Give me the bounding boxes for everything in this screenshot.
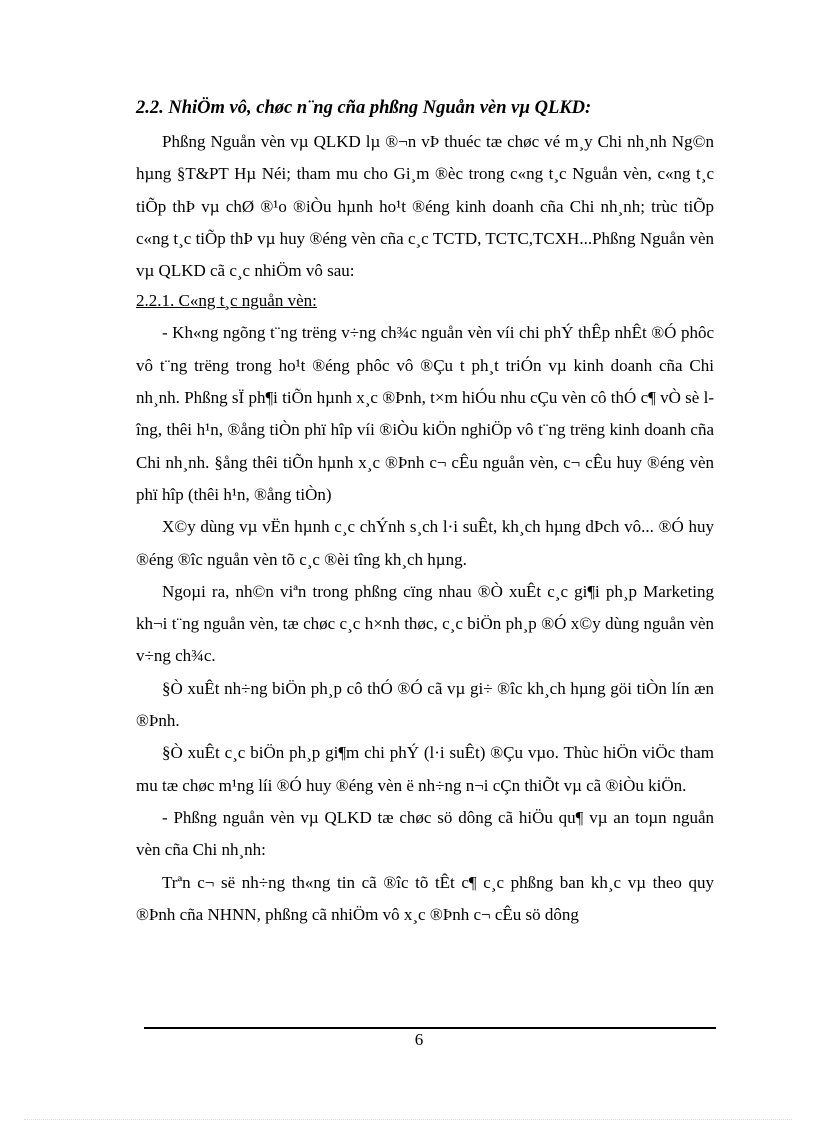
intro-paragraph: Phßng Nguån vèn vµ QLKD lµ ®¬n vÞ thuéc tæ chøc vé m¸y Chi nh¸nh Ng©n hµng §T&PT Hµ Néi; tham mu cho Gi¸m ®èc trong c«ng t¸c Nguån vèn, c«ng t¸c tiÕp thÞ vµ chØ ®¹o ®iÒu hµnh ho¹t ®éng kinh doanh cña Chi nh¸nh; trùc tiÕp c«ng t¸c tiÕp thÞ vµ huy ®éng vèn cña c¸c TCTD, TCTC,TCXH...Phßng Nguån vèn vµ QLKD cã c¸c nhiÖm vô sau: [136,132,714,281]
body-paragraph-1: - Kh«ng ngõng t¨ng trëng v÷ng ch¾c nguån vèn víi chi phÝ thÊp nhÊt ®Ó phôc vô t¨ng trëng trong ho¹t ®éng phôc vô ®Çu t ph¸t triÓn vµ kinh doanh cña Chi nh¸nh. Phßng sÏ ph¶i tiÕn hµnh x¸c ®Þnh, t×m hiÓu nhu cÇu vèn cô thÓ c¶ vÒ sè lîng, thêi h¹n, ®ång tiÒn phï hîp víi ®iÒu kiÖn nghiÖp vô t¨ng trëng kinh doanh cña Chi nh¸nh. §ång thêi tiÕn hµnh x¸c ®Þnh c¬ cÊu nguån vèn, c¬ cÊu huy ®éng vèn phï hîp (thêi h¹n, ®ång tiÒn) [136,323,714,504]
body-paragraph-5: §Ò xuÊt c¸c biÖn ph¸p gi¶m chi phÝ (l·i suÊt) ®Çu vµo. Thùc hiÖn viÖc tham mu tæ chøc m¹ng líi ®Ó huy ®éng vèn ë nh÷ng n¬i cÇn thiÕt vµ cã ®iÒu kiÖn. [136,743,714,795]
page-bottom-border [24,1119,792,1120]
body-paragraph-7: Trªn c¬ së nh÷ng th«ng tin cã ®îc tõ tÊt c¶ c¸c phßng ban kh¸c vµ theo quy ®Þnh cña NHNN, phßng cã nhiÖm vô x¸c ®Þnh c¬ cÊu sö dông [136,872,714,924]
subsection-heading: 2.2.1. C«ng t¸c nguån vèn: [136,291,317,311]
footer-rule [144,1027,716,1029]
page-number: 6 [414,1030,424,1049]
body-paragraph-3: Ngoµi ra, nh©n viªn trong phßng cïng nhau ®Ò xuÊt c¸c gi¶i ph¸p Marketing kh¬i t¨ng nguån vèn, tæ chøc c¸c h×nh thøc, c¸c biÖn ph¸p ®Ó x©y dùng nguån vèn v÷ng ch¾c. [136,581,714,666]
page-content [136,94,714,931]
body-paragraph-6: - Phßng nguån vèn vµ QLKD tæ chøc sö dông cã hiÖu qu¶ vµ an toµn nguån vèn cña Chi nh¸nh: [136,807,714,860]
body-paragraph-2: X©y dùng vµ vËn hµnh c¸c chÝnh s¸ch l·i suÊt, kh¸ch hµng dÞch vô... ®Ó huy ®éng ®îc nguån vèn tõ c¸c ®èi tîng kh¸ch hµng. [136,517,714,569]
body-paragraph-4: §Ò xuÊt nh÷ng biÖn ph¸p cô thÓ ®Ó cã vµ gi÷ ®îc kh¸ch hµng göi tiÒn lín æn ®Þnh. [136,678,714,731]
section-heading: 2.2. NhiÖm vô, chøc n¨ng cña phßng Nguån vèn vµ QLKD: [136,98,592,118]
